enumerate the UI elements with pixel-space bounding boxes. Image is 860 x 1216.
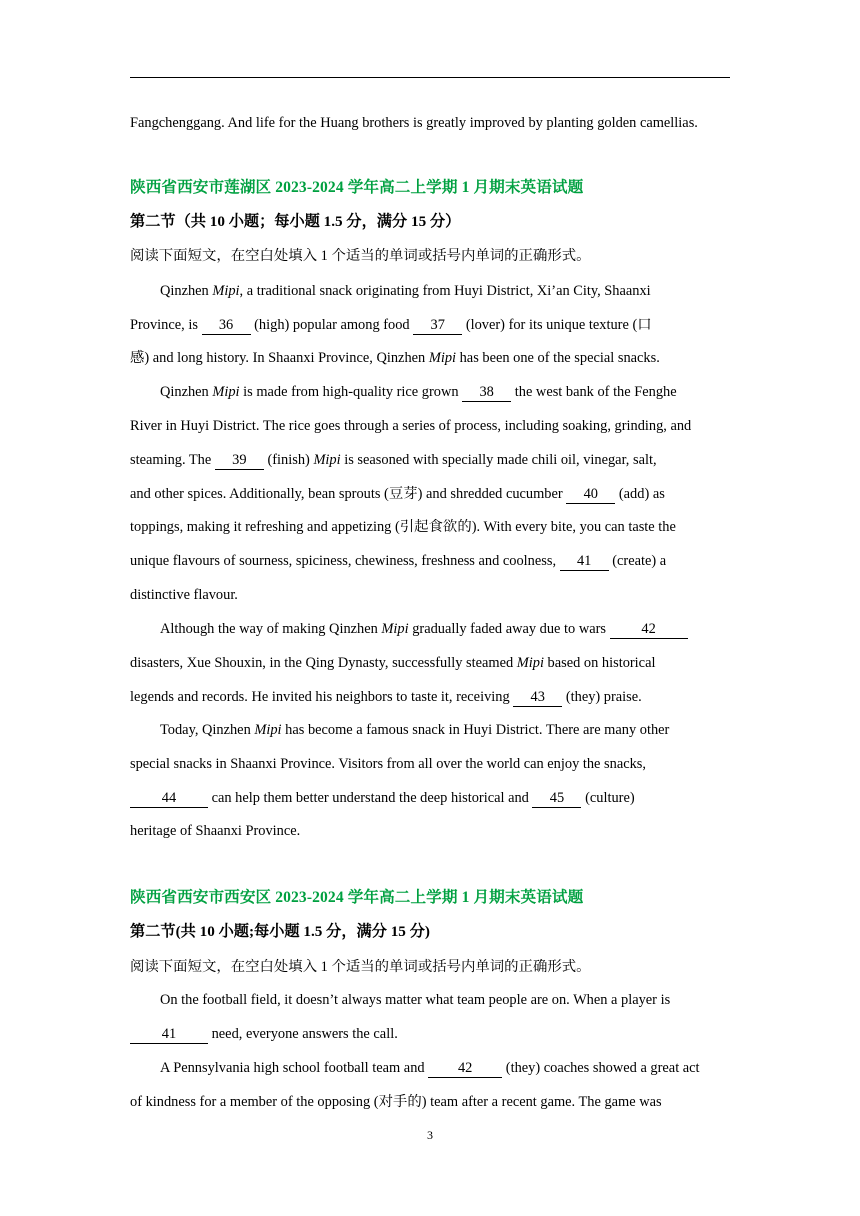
passage1-line: Province, is 36 (high) popular among food 37 (lover) for its unique texture (口 — [130, 317, 652, 333]
passage1-line: Qinzhen Mipi, a traditional snack originating from Huyi District, Xi’an City, Shaanxi — [160, 283, 651, 299]
passage1-line: distinctive flavour. — [130, 587, 238, 603]
passage1-line: 44 can help them better understand the deep historical and 45 (culture) — [130, 788, 635, 808]
passage2-line: On the football field, it doesn’t always matter what team people are on. When a player is — [160, 992, 671, 1008]
blank-42-b[interactable]: 42 — [428, 1060, 502, 1078]
blank-41-b[interactable]: 41 — [130, 1026, 208, 1044]
section2-instruction: 阅读下面短文，在空白处填入 1 个适当的单词或括号内单词的正确形式。 — [130, 959, 591, 975]
blank-37[interactable]: 37 — [413, 317, 462, 335]
passage1-line: steaming. The 39 (finish) Mipi is seasoned with specially made chili oil, vinegar, salt, — [130, 452, 657, 468]
section1-instruction: 阅读下面短文，在空白处填入 1 个适当的单词或括号内单词的正确形式。 — [130, 248, 591, 264]
passage1-line: 感) and long history. In Shaanxi Province, Qinzhen Mipi has been one of the special snacks. — [130, 350, 660, 366]
passage1-line: River in Huyi District. The rice goes through a series of process, including soaking, grinding, and — [130, 418, 692, 434]
passage2-line: A Pennsylvania high school football team and 42 (they) coaches showed a great act — [160, 1060, 700, 1076]
passage1-line: and other spices. Additionally, bean sprouts (豆芽) and shredded cucumber 40 (add) as — [130, 486, 665, 502]
blank-40[interactable]: 40 — [566, 486, 615, 504]
passage1-line: special snacks in Shaanxi Province. Visitors from all over the world can enjoy the snacks, — [130, 756, 647, 772]
blank-38[interactable]: 38 — [462, 384, 511, 402]
passage2-line: 41 need, everyone answers the call. — [130, 1024, 398, 1044]
section2-subheading: 第二节(共 10 小题;每小题 1.5 分，满分 15 分) — [130, 923, 430, 940]
section1-heading: 陕西省西安市莲湖区 2023-2024 学年高二上学期 1 月期末英语试题 — [130, 179, 584, 196]
passage1-line: heritage of Shaanxi Province. — [130, 823, 301, 839]
blank-36[interactable]: 36 — [202, 317, 251, 335]
blank-43[interactable]: 43 — [513, 689, 562, 707]
passage1-line: Today, Qinzhen Mipi has become a famous snack in Huyi District. There are many other — [160, 722, 670, 738]
passage1-line: legends and records. He invited his neighbors to taste it, receiving 43 (they) praise. — [130, 689, 642, 705]
passage1-line: Qinzhen Mipi is made from high-quality rice grown 38 the west bank of the Fenghe — [160, 384, 677, 400]
blank-44[interactable]: 44 — [130, 790, 208, 808]
continued-text-line: Fangchenggang. And life for the Huang brothers is greatly improved by planting golden camellias. — [130, 115, 698, 131]
blank-39[interactable]: 39 — [215, 452, 264, 470]
section2-heading: 陕西省西安市西安区 2023-2024 学年高二上学期 1 月期末英语试题 — [130, 889, 584, 906]
passage1-line: unique flavours of sourness, spiciness, chewiness, freshness and coolness, 41 (create) a — [130, 553, 667, 569]
blank-42[interactable]: 42 — [610, 621, 688, 639]
page-number: 3 — [427, 1128, 433, 1142]
header-rule — [130, 77, 730, 78]
passage1-line: disasters, Xue Shouxin, in the Qing Dynasty, successfully steamed Mipi based on historical — [130, 655, 656, 671]
passage1-line: Although the way of making Qinzhen Mipi gradually faded away due to wars 42 — [160, 619, 688, 639]
passage1-line: toppings, making it refreshing and appetizing (引起食欲的). With every bite, you can taste the — [130, 519, 676, 535]
section1-subheading: 第二节（共 10 小题；每小题 1.5 分，满分 15 分） — [130, 213, 461, 230]
blank-41[interactable]: 41 — [560, 553, 609, 571]
blank-45[interactable]: 45 — [532, 790, 581, 808]
passage2-line: of kindness for a member of the opposing (对手的) team after a recent game. The game was — [130, 1094, 662, 1110]
